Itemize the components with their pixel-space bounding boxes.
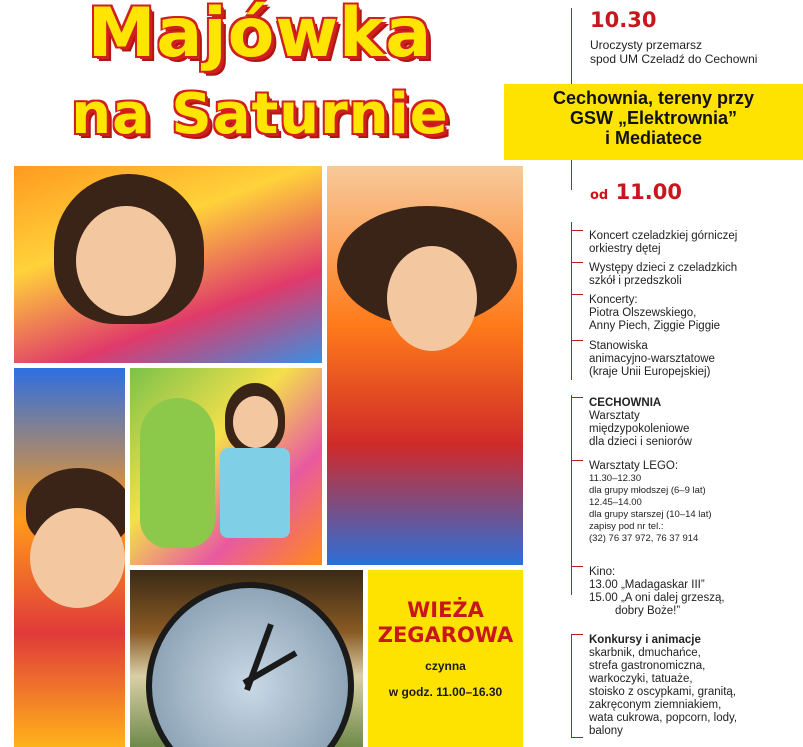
timeline-block-1 — [571, 222, 572, 380]
tower-info-box — [368, 570, 523, 747]
title-line-1: Majówka — [87, 0, 433, 73]
photo-clock-tower — [130, 570, 363, 747]
tower-title-2: ZEGAROWA — [377, 623, 514, 647]
item-lego: Warsztaty LEGO: 11.30–12.30 dla grupy młodszej (6–9 lat) 12.45–14.00 dla grupy starszej (10–14 lat) zapisy pod nr tel.: (32) 76 37 972, 76 37 914 — [589, 460, 712, 544]
item-animation-stands: Stanowiska animacyjno-warsztatowe (kraje Unii Europejskiej) — [589, 340, 715, 378]
timeline-block-3 — [571, 634, 572, 738]
first-event-desc: Uroczysty przemarsz spod UM Czeladź do Cechowni — [590, 38, 758, 66]
item-concerts: Koncerty: Piotra Olszewskiego, Anny Piech, Ziggie Piggie — [589, 294, 721, 332]
photo-girl-avocado — [130, 368, 322, 565]
item-concert-orchestra: Koncert czeladzkiej górniczej orkiestry dętej — [589, 230, 738, 255]
clock-face — [146, 582, 354, 747]
tower-title-1: WIEŻA — [407, 598, 484, 622]
photo-girl-jumping — [327, 166, 523, 565]
item-konkursy: Konkursy i animacje skarbnik, dmuchańce, strefa gastronomiczna, warkoczyki, tatuaże, stoisko z oscypkami, granitą, zakręconym ziemniakiem, wata cukrowa, popcorn, lody, balony — [589, 634, 738, 737]
item-children-performances: Występy dzieci z czeladzkich szkół i przedszkoli — [589, 262, 738, 287]
timeline-top — [571, 8, 572, 84]
photo-girl-smiling — [14, 166, 322, 363]
timeline-mid — [571, 160, 572, 190]
title-line-2: na Saturnie — [71, 82, 449, 147]
tower-open-label: czynna — [425, 659, 466, 673]
venue-box: Cechownia, tereny przy GSW „Elektrownia” i Mediatece — [504, 84, 803, 160]
timeline-block-2 — [571, 395, 572, 595]
time-10-30: 10.30 — [590, 8, 657, 32]
avocado-toy — [140, 398, 215, 548]
photo-boy — [14, 368, 125, 747]
time-from-11: od 11.00 — [590, 180, 682, 204]
item-cechownia: CECHOWNIA Warsztaty międzypokoleniowe dla dzieci i seniorów — [589, 397, 692, 448]
item-kino: Kino: 13.00 „Madagaskar III” 15.00 „A oni dalej grzeszą, dobry Boże!” — [589, 566, 725, 617]
tower-hours: w godz. 11.00–16.30 — [388, 685, 503, 699]
